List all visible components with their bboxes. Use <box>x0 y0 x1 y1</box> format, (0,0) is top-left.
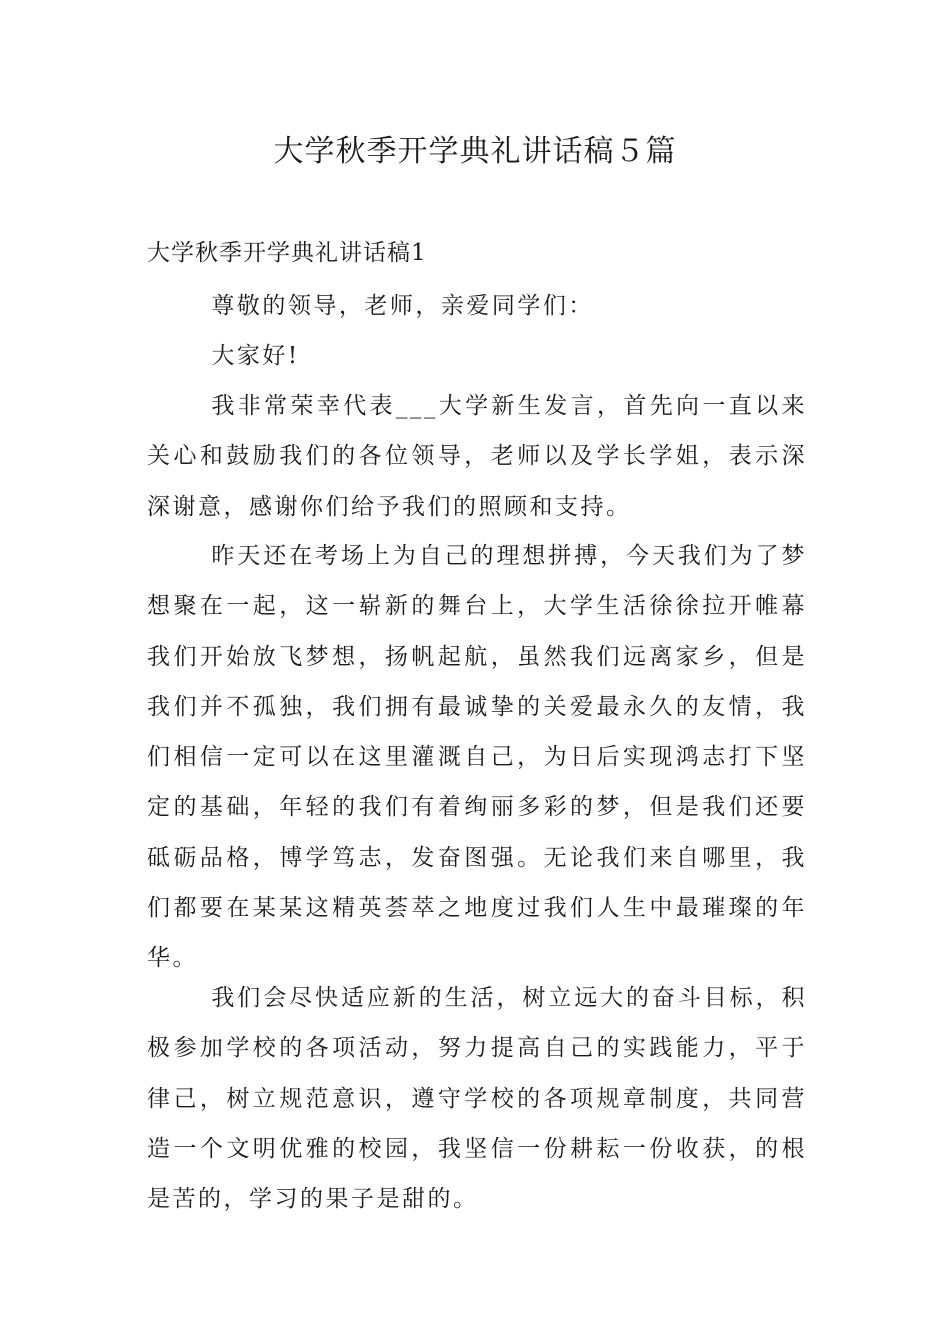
salutation: 尊敬的领导，老师，亲爱同学们： <box>211 293 594 319</box>
paragraph-2: 昨天还在考场上为自己的理想拼搏，今天我们为了梦想聚在一起，这一崭新的舞台上，大学生活徐徐拉开帷幕我们开始放飞梦想，扬帆起航，虽然我们远离家乡，但是我们并不孤独，我们拥有最诚挚的关爱最永久的友情，我们相信一定可以在这里灌溉自己，为日后实现鸿志打下坚定的基础，年轻的我们有着绚丽多彩的梦，但是我们还要砥砺品格，博学笃志，发奋图强。无论我们来自哪里，我们都要在某某这精英荟萃之地度过我们人生中最璀璨的年华。 <box>147 543 807 972</box>
greeting: 大家好! <box>211 343 300 369</box>
document-title: 大学秋季开学典礼讲话稿５篇 <box>273 134 677 169</box>
paragraph-3: 我们会尽快适应新的生活，树立远大的奋斗目标，积极参加学校的各项活动，努力提高自己的实践能力，平于律己，树立规范意识，遵守学校的各项规章制度，共同营造一个文明优雅的校园，我坚信一份耕耘一份收获，的根是苦的，学习的果子是甜的。 <box>147 985 807 1213</box>
paragraph-1: 我非常荣幸代表___大学新生发言，首先向一直以来关心和鼓励我们的各位领导，老师以及学长学姐，表示深深谢意，感谢你们给予我们的照顾和支持。 <box>147 393 807 520</box>
section-heading: 大学秋季开学典礼讲话稿1 <box>147 240 427 266</box>
